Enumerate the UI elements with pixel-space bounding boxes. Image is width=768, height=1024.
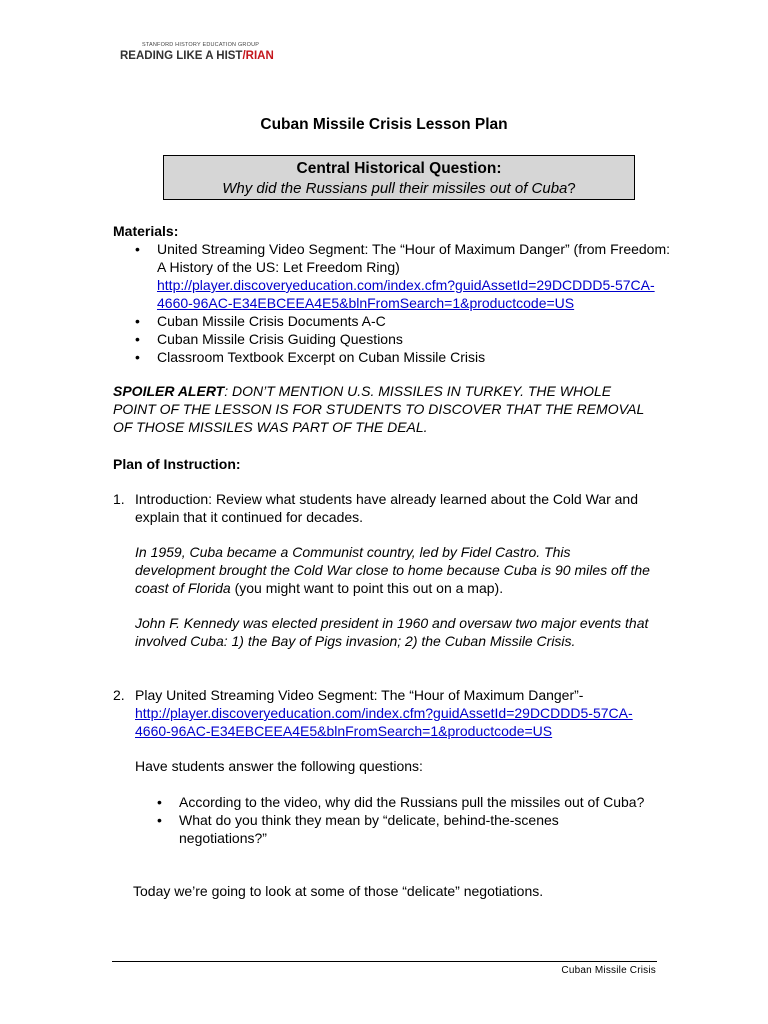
para1-plain: (you might want to point this out on a map). xyxy=(230,580,504,596)
list-item xyxy=(113,348,673,366)
spoiler-label: SPOILER ALERT xyxy=(113,383,225,399)
bullet-icon: • xyxy=(135,349,140,365)
plan-heading: Plan of Instruction: xyxy=(113,456,241,472)
logo-title-part1: READING LIKE A HIST xyxy=(120,50,243,62)
question-list xyxy=(135,793,645,847)
step2-text: Play United Streaming Video Segment: The “Hour of Maximum Danger”- xyxy=(135,687,584,703)
bullet-icon: • xyxy=(157,794,162,810)
para1-italic: In 1959, Cuba became a Communist country, led by Fidel Castro. This development brought the Cold War close to home because Cuba is 90 miles off the coast of Florida xyxy=(135,544,650,596)
step2-link-wrap xyxy=(135,704,635,740)
materials-item4: Classroom Textbook Excerpt on Cuban Missile Crisis xyxy=(157,349,486,365)
central-question-italic: Why did the Russians pull their missiles out of Cuba xyxy=(222,180,568,197)
plan-step-2 xyxy=(113,686,665,740)
step1-text: Introduction: Review what students have already learned about the Cold War and explain that it continued for decades. xyxy=(135,491,639,525)
plan-paragraph-cuba xyxy=(135,543,650,597)
page-title: Cuban Missile Crisis Lesson Plan xyxy=(260,116,508,133)
materials-video-link[interactable]: http://player.discoveryeducation.com/index.cfm?guidAssetId=29DCDDD5-57CA-4660-96AC-E34EBCEEA4E5&blnFromSearch=1&productcode=US xyxy=(157,277,655,311)
central-question-box xyxy=(163,155,635,200)
list-item xyxy=(113,312,673,330)
footer-title: Cuban Missile Crisis xyxy=(561,965,656,976)
spoiler-text: : DON’T MENTION U.S. MISSILES IN TURKEY. THE WHOLE POINT OF THE LESSON IS FOR STUDENTS TO DISCOVER THAT THE REMOVAL OF THOSE MISSILES WAS PART OF THE DEAL. xyxy=(113,383,645,435)
footer-divider xyxy=(112,961,657,962)
list-item xyxy=(113,240,673,312)
have-students-text: Have students answer the following questions: xyxy=(135,758,423,774)
bullet-icon: • xyxy=(135,241,140,257)
central-question-text xyxy=(164,180,634,197)
list-item xyxy=(135,793,645,811)
list-item xyxy=(135,811,645,847)
materials-heading: Materials: xyxy=(113,223,179,239)
logo xyxy=(120,42,280,62)
materials-item2: Cuban Missile Crisis Documents A-C xyxy=(157,313,386,329)
question-1: According to the video, why did the Russians pull the missiles out of Cuba? xyxy=(179,794,645,810)
materials-section xyxy=(113,222,673,366)
logo-title xyxy=(120,50,280,62)
today-text: Today we’re going to look at some of those “delicate” negotiations. xyxy=(133,883,544,899)
materials-item1-text: United Streaming Video Segment: The “Hour of Maximum Danger” (from Freedom: A History of the US: Let Freedom Ring) xyxy=(157,241,671,275)
materials-item1-link-wrap xyxy=(157,276,657,312)
question-2: What do you think they mean by “delicate, behind-the-scenes negotiations?” xyxy=(179,812,559,846)
list-item xyxy=(113,330,673,348)
logo-title-part2: RIAN xyxy=(245,50,274,62)
logo-subtitle: STANFORD HISTORY EDUCATION GROUP xyxy=(142,42,260,48)
step-number: 1. xyxy=(113,491,125,507)
bullet-icon: • xyxy=(135,313,140,329)
bullet-icon: • xyxy=(135,331,140,347)
plan-paragraph-kennedy: John F. Kennedy was elected president in 1960 and oversaw two major events that involved Cuba: 1) the Bay of Pigs invasion; 2) the Cuban Missile Crisis. xyxy=(135,615,649,649)
step2-video-link[interactable]: http://player.discoveryeducation.com/index.cfm?guidAssetId=29DCDDD5-57CA-4660-96AC-E34EBCEEA4E5&blnFromSearch=1&productcode=US xyxy=(135,705,633,739)
materials-item3: Cuban Missile Crisis Guiding Questions xyxy=(157,331,403,347)
pen-icon: / xyxy=(242,50,246,62)
bullet-icon: • xyxy=(157,812,162,828)
spoiler-alert xyxy=(113,382,653,436)
central-question-heading: Central Historical Question: xyxy=(296,160,502,177)
plan-step-1 xyxy=(113,490,665,526)
central-question-mark: ? xyxy=(567,180,576,197)
step-number: 2. xyxy=(113,687,125,703)
materials-list xyxy=(113,240,673,366)
